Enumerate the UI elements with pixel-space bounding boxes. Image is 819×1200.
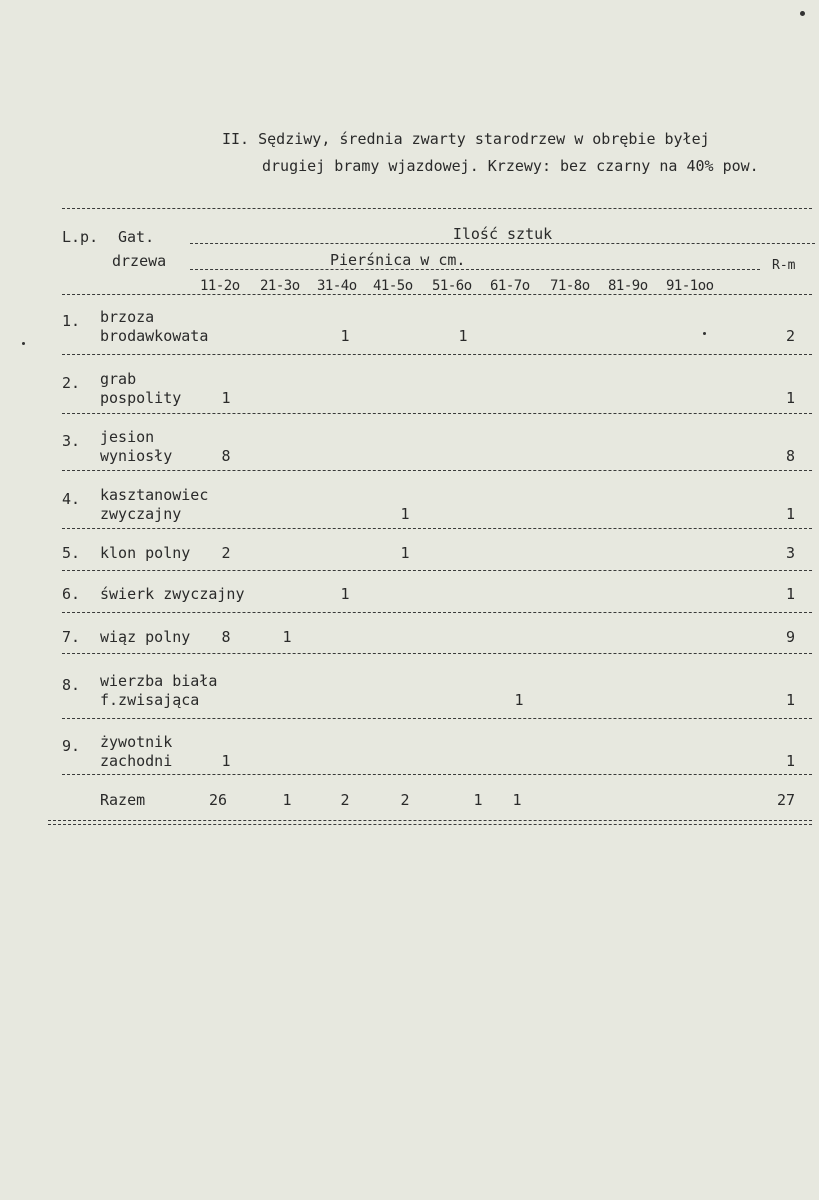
species-name: brzoza bbox=[100, 308, 155, 326]
row-lp: 3. bbox=[62, 432, 81, 450]
count-cell: 1 bbox=[400, 505, 410, 523]
sum-count-cell: 26 bbox=[208, 791, 228, 809]
count-cell: 1 bbox=[514, 691, 524, 709]
species-name: żywotnik bbox=[100, 733, 173, 751]
dbh-class-label: 21-3o bbox=[260, 278, 300, 294]
dbh-class-label: 31-4o bbox=[317, 278, 357, 294]
species-name: wiąz polny bbox=[100, 628, 191, 646]
count-cell: 1 bbox=[340, 327, 350, 345]
row-rule bbox=[62, 653, 812, 654]
row-total: 1 bbox=[785, 585, 795, 603]
sum-label: Razem bbox=[100, 791, 146, 809]
scan-speck bbox=[22, 342, 25, 345]
row-total: 2 bbox=[785, 327, 795, 345]
dbh-class-label: 51-6o bbox=[432, 278, 472, 294]
row-total: 1 bbox=[785, 389, 795, 407]
dbh-class-label: 41-5o bbox=[373, 278, 413, 294]
row-rule bbox=[62, 774, 812, 775]
row-lp: 6. bbox=[62, 585, 81, 603]
row-rule bbox=[62, 413, 812, 414]
species-name: zachodni bbox=[100, 752, 173, 770]
header-lp: L.p. bbox=[62, 228, 99, 246]
scan-speck bbox=[800, 11, 805, 16]
sum-count-cell: 1 bbox=[512, 791, 522, 809]
header-count-rule bbox=[190, 243, 815, 244]
species-name: klon polny bbox=[100, 544, 191, 562]
species-name: pospolity bbox=[100, 389, 182, 407]
count-cell: 2 bbox=[221, 544, 231, 562]
species-name: wierzba biała bbox=[100, 672, 218, 690]
row-rule bbox=[62, 354, 812, 355]
row-rule bbox=[62, 718, 812, 719]
species-name: świerk zwyczajny bbox=[100, 585, 245, 603]
row-rule bbox=[62, 528, 812, 529]
row-lp: 7. bbox=[62, 628, 81, 646]
species-name: zwyczajny bbox=[100, 505, 182, 523]
row-lp: 8. bbox=[62, 676, 81, 694]
dbh-class-label: 11-2o bbox=[200, 278, 240, 294]
row-total: 8 bbox=[785, 447, 795, 465]
row-lp: 5. bbox=[62, 544, 81, 562]
species-name: brodawkowata bbox=[100, 327, 209, 345]
row-total: 1 bbox=[785, 752, 795, 770]
row-rule bbox=[62, 470, 812, 471]
dbh-class-label: 71-8o bbox=[550, 278, 590, 294]
scan-speck bbox=[703, 332, 706, 335]
heading-line-1: II. Sędziwy, średnia zwarty starodrzew w obrębie byłej bbox=[222, 130, 710, 148]
row-lp: 1. bbox=[62, 312, 81, 330]
row-rule bbox=[62, 570, 812, 571]
species-name: jesion bbox=[100, 428, 155, 446]
row-lp: 9. bbox=[62, 737, 81, 755]
dbh-class-label: 61-7o bbox=[490, 278, 530, 294]
species-name: wyniosły bbox=[100, 447, 173, 465]
sum-count-cell: 1 bbox=[473, 791, 483, 809]
count-cell: 1 bbox=[400, 544, 410, 562]
count-cell: 1 bbox=[221, 389, 231, 407]
header-bottom-rule bbox=[62, 294, 812, 295]
row-lp: 4. bbox=[62, 490, 81, 508]
table-top-rule bbox=[62, 208, 812, 209]
header-dbh-rule bbox=[190, 269, 760, 270]
count-cell: 1 bbox=[221, 752, 231, 770]
sum-total: 27 bbox=[776, 791, 795, 809]
sum-count-cell: 1 bbox=[282, 791, 292, 809]
count-cell: 1 bbox=[458, 327, 468, 345]
sum-double-rule bbox=[48, 820, 812, 825]
header-species-2: drzewa bbox=[112, 252, 167, 270]
header-species-1: Gat. bbox=[118, 228, 155, 246]
row-total: 1 bbox=[785, 691, 795, 709]
dbh-class-label: 81-9o bbox=[608, 278, 648, 294]
row-total: 1 bbox=[785, 505, 795, 523]
count-cell: 8 bbox=[221, 628, 231, 646]
row-rule bbox=[62, 612, 812, 613]
species-name: kasztanowiec bbox=[100, 486, 209, 504]
sum-count-cell: 2 bbox=[400, 791, 410, 809]
dbh-class-label: 91-1oo bbox=[666, 278, 714, 294]
header-count-group: Ilość sztuk bbox=[452, 225, 553, 243]
header-dbh-group: Pierśnica w cm. bbox=[330, 251, 466, 269]
species-name: grab bbox=[100, 370, 137, 388]
count-cell: 1 bbox=[282, 628, 292, 646]
row-total: 9 bbox=[785, 628, 795, 646]
sum-count-cell: 2 bbox=[340, 791, 350, 809]
species-name: f.zwisająca bbox=[100, 691, 200, 709]
row-lp: 2. bbox=[62, 374, 81, 392]
count-cell: 1 bbox=[340, 585, 350, 603]
count-cell: 8 bbox=[221, 447, 231, 465]
row-total: 3 bbox=[785, 544, 795, 562]
header-total: R-m bbox=[772, 258, 796, 273]
heading-line-2: drugiej bramy wjazdowej. Krzewy: bez czarny na 40% pow. bbox=[262, 157, 759, 175]
